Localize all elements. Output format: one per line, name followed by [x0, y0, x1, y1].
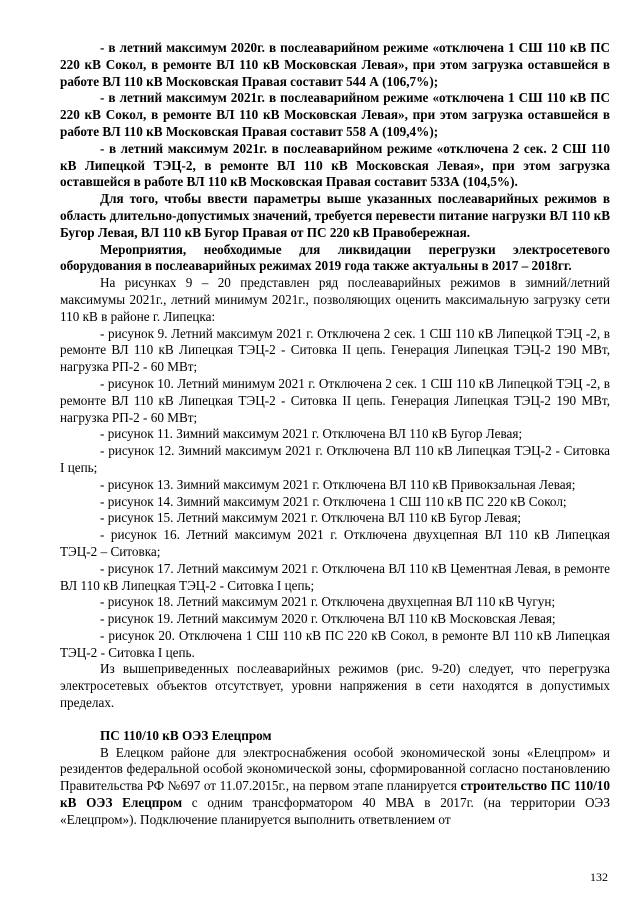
figure-list-item: - рисунок 19. Летний максимум 2020 г. Отключена ВЛ 110 кВ Московская Левая; — [100, 611, 556, 627]
bold-list-item: - в летний максимум 2021г. в послеаварийном режиме «отключена 2 сек. 2 СШ 110 кВ Липецкой ТЭЦ-2, в ремонте ВЛ 110 кВ Московская Левая», при этом загрузка оставшейся в работе ВЛ 110 кВ Московская Правая составит 533А (104,5%). — [60, 140, 610, 190]
intro-paragraph: На рисунках 9 – 20 представлен ряд послеаварийных режимов в зимний/летний максимумы 2021г., летний минимум 2021г., позволяющих оценить максимальную загрузку сети 110 кВ в районе г. Липецка: — [60, 275, 610, 324]
final-paragraph-bold: строительство ПС 110/10 кВ ОЭЗ Елецпром — [60, 778, 610, 811]
figure-list-item: - рисунок 9. Летний максимум 2021 г. Отключена 2 сек. 1 СШ 110 кВ Липецкой ТЭЦ -2, в ремонте ВЛ 110 кВ Липецкая ТЭЦ-2 - Ситовка II цепь. Генерация Липецкая ТЭЦ-2 190 МВт, нагрузка РП-2 - 60 МВт; — [60, 325, 610, 375]
figure-list-item: - рисунок 13. Зимний максимум 2021 г. Отключена ВЛ 110 кВ Привокзальная Левая; — [100, 476, 576, 492]
figure-list-item: - рисунок 14. Зимний максимум 2021 г. Отключена 1 СШ 110 кВ ПС 220 кВ Сокол; — [100, 493, 567, 509]
section-heading: ПС 110/10 кВ ОЭЗ Елецпром — [100, 727, 272, 743]
final-paragraph-text-end: с одним трансформатором 40 МВА в 2017г. (на территории ОЭЗ «Елецпром»). Подключение планируется выполнить ответвлением от — [60, 795, 611, 827]
final-paragraph — [60, 745, 610, 829]
figure-list-item: - рисунок 11. Зимний максимум 2021 г. Отключена ВЛ 110 кВ Бугор Левая; — [100, 426, 523, 442]
document-page — [60, 40, 610, 829]
spacer — [60, 712, 610, 728]
conclusion-paragraph: Из вышеприведенных послеаварийных режимов (рис. 9-20) следует, что перегрузка электросетевых объектов отсутствует, уровни напряжения в сети находятся в допустимых пределах. — [60, 661, 610, 711]
bold-list-item: - в летний максимум 2021г. в послеаварийном режиме «отключена 1 СШ 110 кВ ПС 220 кВ Сокол, в ремонте ВЛ 110 кВ Московская Левая», при этом загрузка оставшейся в работе ВЛ 110 кВ Московская Правая составит 558 А (109,4%); — [60, 90, 610, 139]
figure-list-item: - рисунок 17. Летний максимум 2021 г. Отключена ВЛ 110 кВ Цементная Левая, в ремонте ВЛ 110 кВ Липецкая ТЭЦ-2 - Ситовка I цепь; — [60, 560, 610, 593]
final-paragraph-text: В Елецком районе для электроснабжения особой экономической зоны «Елецпром» и резидентов федеральной особой экономической зоны, сформированной согласно постановлению Правительства РФ №697 от 11.07.2015г., на первом этапе планируется — [60, 744, 610, 794]
bold-paragraph: Мероприятия, необходимые для ликвидации перегрузки электросетевого оборудования в послеаварийных режимах 2019 года также актуальны в 2017 – 2018гг. — [60, 241, 610, 274]
bold-paragraph: Для того, чтобы ввести параметры выше указанных послеаварийных режимов в область длительно-допустимых значений, требуется перевести питание нагрузки ВЛ 110 кВ Бугор Левая, ВЛ 110 кВ Бугор Правая от ПС 220 кВ Правобережная. — [60, 191, 610, 240]
page-number: 132 — [590, 870, 608, 884]
figure-list-item: - рисунок 15. Летний максимум 2021 г. Отключена ВЛ 110 кВ Бугор Левая; — [100, 510, 522, 526]
bold-list-item: - в летний максимум 2020г. в послеаварийном режиме «отключена 1 СШ 110 кВ ПС 220 кВ Сокол, в ремонте ВЛ 110 кВ Московская Левая», при этом загрузка оставшейся в работе ВЛ 110 кВ Московская Правая составит 544 А (106,7%); — [60, 40, 610, 89]
figure-list-item: - рисунок 20. Отключена 1 СШ 110 кВ ПС 220 кВ Сокол, в ремонте ВЛ 110 кВ Липецкая ТЭЦ-2 - Ситовка I цепь. — [60, 627, 610, 660]
figure-list-item: - рисунок 10. Летний минимум 2021 г. Отключена 2 сек. 1 СШ 110 кВ Липецкой ТЭЦ -2, в ремонте ВЛ 110 кВ Липецкая ТЭЦ-2 - Ситовка II цепь. Генерация Липецкая ТЭЦ-2 190 МВт, нагрузка РП-2 - 60 МВт; — [60, 375, 610, 425]
figure-list-item: - рисунок 12. Зимний максимум 2021 г. Отключена ВЛ 110 кВ Липецкая ТЭЦ-2 - Ситовка I цепь; — [60, 443, 610, 475]
figure-list-item: - рисунок 18. Летний максимум 2021 г. Отключена двухцепная ВЛ 110 кВ Чугун; — [100, 594, 556, 610]
figure-list-item: - рисунок 16. Летний максимум 2021 г. Отключена двухцепная ВЛ 110 кВ Липецкая ТЭЦ-2 – Ситовка; — [60, 527, 610, 559]
